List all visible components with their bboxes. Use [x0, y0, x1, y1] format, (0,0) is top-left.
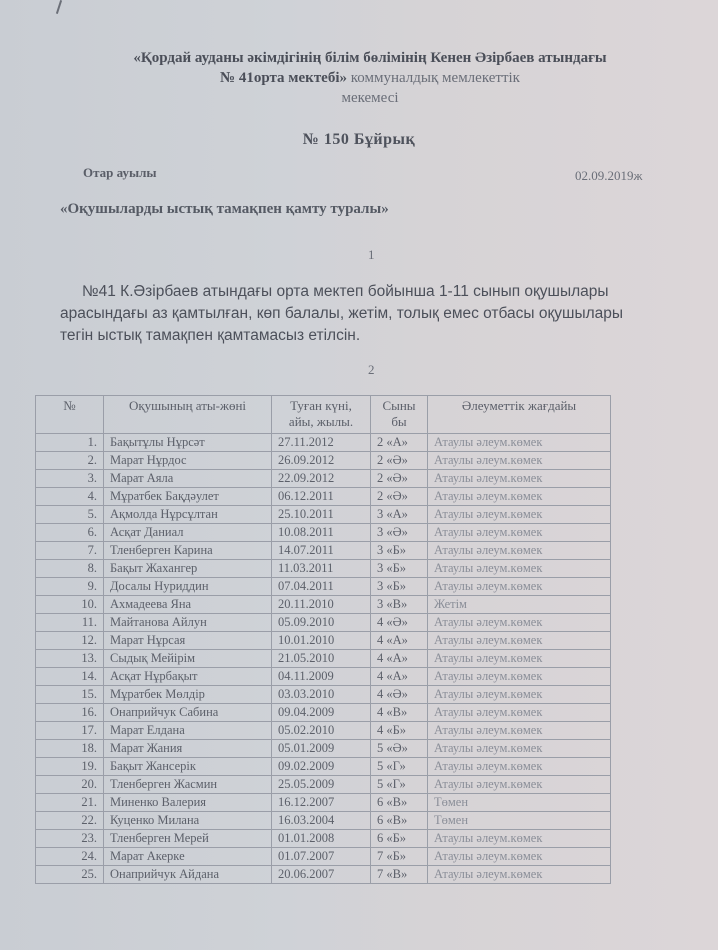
row-number: 10. [36, 596, 104, 614]
social-status: Атаулы әлеум.көмек [428, 488, 611, 506]
social-status: Атаулы әлеум.көмек [428, 650, 611, 668]
header-class [371, 396, 428, 434]
row-number: 23. [36, 830, 104, 848]
birth-date: 25.10.2011 [272, 506, 371, 524]
row-number: 2. [36, 452, 104, 470]
social-status: Атаулы әлеум.көмек [428, 542, 611, 560]
student-name: Бақытұлы Нұрсәт [104, 434, 272, 452]
table-row [36, 506, 611, 524]
social-status: Төмен [428, 812, 611, 830]
class-name: 4 «Ә» [371, 686, 428, 704]
birth-date: 16.03.2004 [272, 812, 371, 830]
header-class-line2: бы [391, 414, 407, 429]
class-name: 3 «Б» [371, 542, 428, 560]
table-row [36, 614, 611, 632]
table-row [36, 848, 611, 866]
birth-date: 21.05.2010 [272, 650, 371, 668]
row-number: 3. [36, 470, 104, 488]
student-name: Бақыт Жансерік [104, 758, 272, 776]
social-status: Атаулы әлеум.көмек [428, 776, 611, 794]
order-title: № 150 Бұйрық [302, 131, 416, 148]
birth-date: 10.01.2010 [272, 632, 371, 650]
student-name: Мұратбек Бақдәулет [104, 488, 272, 506]
table-row [36, 668, 611, 686]
student-name: Марат Жания [104, 740, 272, 758]
row-number: 8. [36, 560, 104, 578]
birth-date: 05.02.2010 [272, 722, 371, 740]
class-name: 4 «Б» [371, 722, 428, 740]
document-header [40, 48, 700, 108]
header-line-3: мекемесі [341, 90, 399, 106]
class-name: 5 «Ә» [371, 740, 428, 758]
birth-date: 10.08.2011 [272, 524, 371, 542]
student-name: Марат Аяла [104, 470, 272, 488]
table-row [36, 704, 611, 722]
social-status: Атаулы әлеум.көмек [428, 866, 611, 884]
birth-date: 01.07.2007 [272, 848, 371, 866]
table-row [36, 794, 611, 812]
birth-date: 25.05.2009 [272, 776, 371, 794]
header-class-line1: Сыны [382, 398, 416, 413]
birth-date: 06.12.2011 [272, 488, 371, 506]
class-name: 6 «В» [371, 794, 428, 812]
student-name: Мұратбек Мөлдір [104, 686, 272, 704]
class-name: 4 «А» [371, 668, 428, 686]
social-status: Төмен [428, 794, 611, 812]
table-row [36, 758, 611, 776]
class-name: 3 «В» [371, 596, 428, 614]
social-status: Атаулы әлеум.көмек [428, 848, 611, 866]
table-row [36, 650, 611, 668]
student-name: Тленберген Мерей [104, 830, 272, 848]
table-row [36, 596, 611, 614]
table-row [36, 722, 611, 740]
table-row [36, 452, 611, 470]
social-status: Атаулы әлеум.көмек [428, 578, 611, 596]
table-row [36, 632, 611, 650]
birth-date: 11.03.2011 [272, 560, 371, 578]
social-status: Атаулы әлеум.көмек [428, 740, 611, 758]
student-name: Ақмолда Нұрсұлтан [104, 506, 272, 524]
student-name: Тленберген Карина [104, 542, 272, 560]
table-row [36, 542, 611, 560]
social-status: Атаулы әлеум.көмек [428, 470, 611, 488]
student-name: Миненко Валерия [104, 794, 272, 812]
birth-date: 20.06.2007 [272, 866, 371, 884]
birth-date: 04.11.2009 [272, 668, 371, 686]
header-line-1: «Қордай ауданы әкімдігінің білім бөлімінің Кенен Әзірбаев атындағы [133, 50, 607, 66]
pen-mark [56, 0, 62, 14]
birth-date: 22.09.2012 [272, 470, 371, 488]
birth-date: 26.09.2012 [272, 452, 371, 470]
birth-date: 09.04.2009 [272, 704, 371, 722]
row-number: 9. [36, 578, 104, 596]
birth-date: 14.07.2011 [272, 542, 371, 560]
class-name: 7 «В» [371, 866, 428, 884]
table-row [36, 866, 611, 884]
table-row [36, 812, 611, 830]
student-name: Асқат Нұрбақыт [104, 668, 272, 686]
row-number: 4. [36, 488, 104, 506]
social-status: Атаулы әлеум.көмек [428, 686, 611, 704]
header-social-status: Әлеуметтік жағдайы [428, 396, 611, 434]
table-row [36, 470, 611, 488]
table-row [36, 830, 611, 848]
birth-date: 05.09.2010 [272, 614, 371, 632]
student-name: Онаприйчук Сабина [104, 704, 272, 722]
school-number: № 41орта мектебі» [220, 70, 348, 86]
section-2-number: 2 [368, 362, 375, 377]
place-name: Отар ауылы [83, 165, 157, 180]
table-row [36, 488, 611, 506]
class-name: 5 «Г» [371, 776, 428, 794]
class-name: 5 «Г» [371, 758, 428, 776]
header-line-2-rest: коммуналдық мемлекеттік [347, 70, 520, 86]
row-number: 1. [36, 434, 104, 452]
student-name: Марат Акерке [104, 848, 272, 866]
social-status: Атаулы әлеум.көмек [428, 524, 611, 542]
social-status: Атаулы әлеум.көмек [428, 614, 611, 632]
student-name: Марат Нұрсая [104, 632, 272, 650]
row-number: 5. [36, 506, 104, 524]
table-body [36, 434, 611, 884]
class-name: 4 «Ә» [371, 614, 428, 632]
row-number: 14. [36, 668, 104, 686]
order-date: 02.09.2019ж [575, 168, 643, 183]
table-row [36, 740, 611, 758]
row-number: 16. [36, 704, 104, 722]
class-name: 3 «Ә» [371, 524, 428, 542]
class-name: 4 «В» [371, 704, 428, 722]
student-name: Сыдық Мейірім [104, 650, 272, 668]
row-number: 24. [36, 848, 104, 866]
class-name: 7 «Б» [371, 848, 428, 866]
order-subject: «Оқушыларды ыстық тамақпен қамту туралы» [60, 201, 389, 217]
row-number: 17. [36, 722, 104, 740]
student-name: Марат Нұрдос [104, 452, 272, 470]
header-name: Оқушының аты-жөні [104, 396, 272, 434]
students-table [35, 395, 611, 884]
row-number: 19. [36, 758, 104, 776]
table-row [36, 560, 611, 578]
student-name: Ахмадеева Яна [104, 596, 272, 614]
row-number: 20. [36, 776, 104, 794]
section-1-number: 1 [368, 247, 375, 262]
class-name: 4 «А» [371, 632, 428, 650]
class-name: 2 «Ә» [371, 452, 428, 470]
row-number: 7. [36, 542, 104, 560]
student-name: Тленберген Жасмин [104, 776, 272, 794]
class-name: 3 «Б» [371, 560, 428, 578]
header-dob [272, 396, 371, 434]
birth-date: 05.01.2009 [272, 740, 371, 758]
class-name: 6 «В» [371, 812, 428, 830]
social-status: Атаулы әлеум.көмек [428, 668, 611, 686]
birth-date: 27.11.2012 [272, 434, 371, 452]
social-status: Атаулы әлеум.көмек [428, 452, 611, 470]
header-line-2 [40, 68, 700, 88]
birth-date: 03.03.2010 [272, 686, 371, 704]
row-number: 18. [36, 740, 104, 758]
table-header-row [36, 396, 611, 434]
birth-date: 20.11.2010 [272, 596, 371, 614]
header-number: № [36, 396, 104, 434]
header-dob-line2: айы, жылы. [288, 414, 354, 429]
birth-date: 16.12.2007 [272, 794, 371, 812]
row-number: 13. [36, 650, 104, 668]
social-status: Атаулы әлеум.көмек [428, 632, 611, 650]
student-name: Онаприйчук Айдана [104, 866, 272, 884]
order-paragraph: №41 К.Әзірбаев атындағы орта мектеп бойынша 1-11 сынып оқушылары арасындағы аз қамтылған, көп балалы, жетім, толық емес отбасы оқушылары тегін ыстық тамақпен қамтамасыз етілсін. [60, 283, 624, 344]
student-name: Куценко Милана [104, 812, 272, 830]
row-number: 12. [36, 632, 104, 650]
row-number: 6. [36, 524, 104, 542]
table-row [36, 686, 611, 704]
student-name: Досалы Нуриддин [104, 578, 272, 596]
class-name: 2 «А» [371, 434, 428, 452]
row-number: 22. [36, 812, 104, 830]
birth-date: 01.01.2008 [272, 830, 371, 848]
social-status: Атаулы әлеум.көмек [428, 560, 611, 578]
social-status: Атаулы әлеум.көмек [428, 434, 611, 452]
table-row [36, 524, 611, 542]
class-name: 3 «А» [371, 506, 428, 524]
student-name: Асқат Даниал [104, 524, 272, 542]
student-name: Майтанова Айлун [104, 614, 272, 632]
social-status: Атаулы әлеум.көмек [428, 506, 611, 524]
social-status: Атаулы әлеум.көмек [428, 758, 611, 776]
row-number: 15. [36, 686, 104, 704]
class-name: 3 «Б» [371, 578, 428, 596]
social-status: Атаулы әлеум.көмек [428, 830, 611, 848]
social-status: Атаулы әлеум.көмек [428, 722, 611, 740]
social-status: Атаулы әлеум.көмек [428, 704, 611, 722]
table-row [36, 776, 611, 794]
student-name: Марат Елдана [104, 722, 272, 740]
class-name: 6 «Б» [371, 830, 428, 848]
birth-date: 09.02.2009 [272, 758, 371, 776]
class-name: 4 «А» [371, 650, 428, 668]
row-number: 25. [36, 866, 104, 884]
row-number: 21. [36, 794, 104, 812]
class-name: 2 «Ә» [371, 488, 428, 506]
birth-date: 07.04.2011 [272, 578, 371, 596]
table-row [36, 578, 611, 596]
class-name: 2 «Ә» [371, 470, 428, 488]
student-name: Бақыт Жахангер [104, 560, 272, 578]
row-number: 11. [36, 614, 104, 632]
table-row [36, 434, 611, 452]
header-dob-line1: Туған күні, [290, 398, 352, 413]
social-status: Жетім [428, 596, 611, 614]
